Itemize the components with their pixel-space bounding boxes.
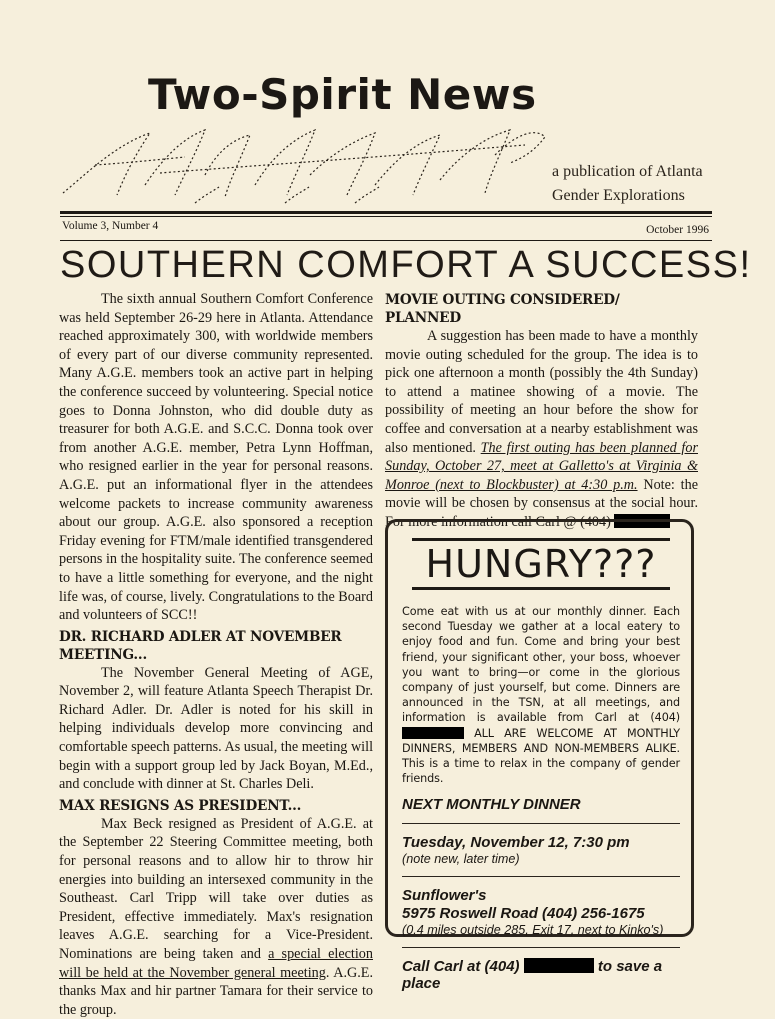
newsletter-title: Two-Spirit News — [148, 70, 537, 119]
dinner-text-a: Come eat with us at our monthly dinner. Each second Tuesday we gather at a local eatery to enjoy food and fun. Come and bring your best friend, your significant other, your boss, whoever you want to bring—or come in the glorious company of just yourself, but come. Dinners are announced in the TSN, at all meetings, and information is available from Carl at (404) — [402, 605, 680, 725]
date-rule — [60, 240, 712, 241]
tagline-line-1: a publication of Atlanta — [552, 163, 703, 180]
venue-directions: (0.4 miles outside 285, Exit 17, next to Kinko's) — [402, 923, 664, 938]
first-outing-note: The first outing has been planned for Sunday, October 27, meet at Galletto's at Virginia & Monroe (next to Blockbuster) at 4:30 p.m. — [385, 439, 698, 493]
redacted-phone-2 — [402, 727, 464, 739]
adler-article: The November General Meeting of AGE, November 2, will feature Atlanta Speech Therapist Dr. Richard Adler. Dr. Adler is noted for his skill in helping individuals develop more convincing and comfortable speech patterns. As usual, the meeting will begin with a support group led by Jack Boyan, M.Ed., and conclude with dinner at St. Charles Deli. — [59, 664, 374, 793]
front-page-headline: SOUTHERN COMFORT A SUCCESS! — [60, 244, 752, 286]
hungry-rule-bottom — [412, 587, 670, 590]
dinner-text-b: ALL ARE WELCOME AT MONTHLY DINNERS, MEMBERS AND NON-MEMBERS ALIKE. This is a time to relax in the company of gender friends. — [402, 726, 680, 786]
left-column — [59, 290, 373, 1019]
dinner-date: Tuesday, November 12, 7:30 pm — [402, 834, 630, 852]
movie-outing-text-a: A suggestion has been made to have a monthly movie outing scheduled for the group. The idea is to pick one afternoon a month (possibly the 4th Sunday) to attend a matinee showing of a movie. The possibility of meeting an hour before the show for coffee and conversation at a nearby establishment was also mentioned. — [385, 328, 698, 456]
dinner-date-note: (note new, later time) — [402, 852, 520, 867]
box-divider — [402, 876, 680, 877]
southern-comfort-article: The sixth annual Southern Comfort Conference was held September 26-29 here in Atlanta. Attendance reached approximately 300, with worldwide members of every part of our diverse community represented. Many A.G.E. members took an active part in helping the conference succeed by volunteering. Special notice goes to Donna Johnston, who did double duty as treasurer for both A.G.E. and S.C.C. Donna took over from another A.G.E. member, Petra Lynn Hoffman, who resigned earlier in the year for personal reasons. A.G.E. put an informational flyer in the attendees welcome packets to increase community awareness about our group. A.G.E. also sponsored a reception Friday evening for FTM/male identified transgendered persons in the hospitality suite. The conference seemed to have a little something for everyone, and the night life was, of course, lively. Congratulations to the Board and volunteers of SCC!! — [59, 291, 373, 624]
monthly-dinner-box — [385, 519, 694, 993]
masthead-rule — [60, 211, 712, 214]
reservation-note — [402, 958, 680, 992]
script-logo-graphic — [55, 115, 555, 207]
special-election-note: a special election will be held at the November general meeting — [59, 946, 373, 981]
tagline-line-2: Gender Explorations — [552, 187, 685, 204]
right-column — [385, 290, 698, 532]
max-resigns-heading: MAX RESIGNS AS PRESIDENT... — [59, 797, 302, 814]
max-resigns-text-b: . A.G.E. thanks Max and hir partner Tamara for their service to the group. — [59, 964, 374, 1018]
adler-heading: DR. RICHARD ADLER AT NOVEMBER MEETING... — [59, 628, 342, 663]
max-resigns-article — [59, 815, 373, 1019]
hungry-heading: HUNGRY??? — [425, 542, 657, 586]
movie-outing-heading: MOVIE OUTING CONSIDERED/ PLANNED — [385, 292, 620, 326]
box-divider — [402, 947, 680, 948]
tagline — [552, 160, 703, 208]
venue-address: 5975 Roswell Road (404) 256-1675 — [402, 905, 645, 923]
venue-name: Sunflower's — [402, 887, 487, 905]
issue-date: October 1996 — [646, 224, 709, 236]
box-divider — [402, 823, 680, 824]
masthead-rule-thin — [60, 216, 712, 217]
max-resigns-text-a: Max Beck resigned as President of A.G.E. at the September 22 Steering Committee meeting, both for personal reasons and to allow hir to throw hir energies into building an intersexed community in the Southeast. Carl Tripp will take over duties as President, effective immediately. Max's resignation leaves A.G.E. searching for a Vice-President. Nominations are being taken and — [59, 815, 373, 962]
movie-outing-article — [385, 327, 698, 532]
volume-number: Volume 3, Number 4 — [62, 220, 159, 232]
dinner-description — [402, 604, 680, 786]
call-text-a: Call Carl at (404) — [402, 958, 520, 976]
next-dinner-label: NEXT MONTHLY DINNER — [402, 796, 581, 814]
redacted-phone-3 — [524, 958, 594, 973]
movie-outing-text-b: Note: the movie will be chosen by consensus at the social hour. For more information call Carl @ (404) — [385, 476, 698, 530]
call-text-b: to save a place — [402, 958, 663, 993]
